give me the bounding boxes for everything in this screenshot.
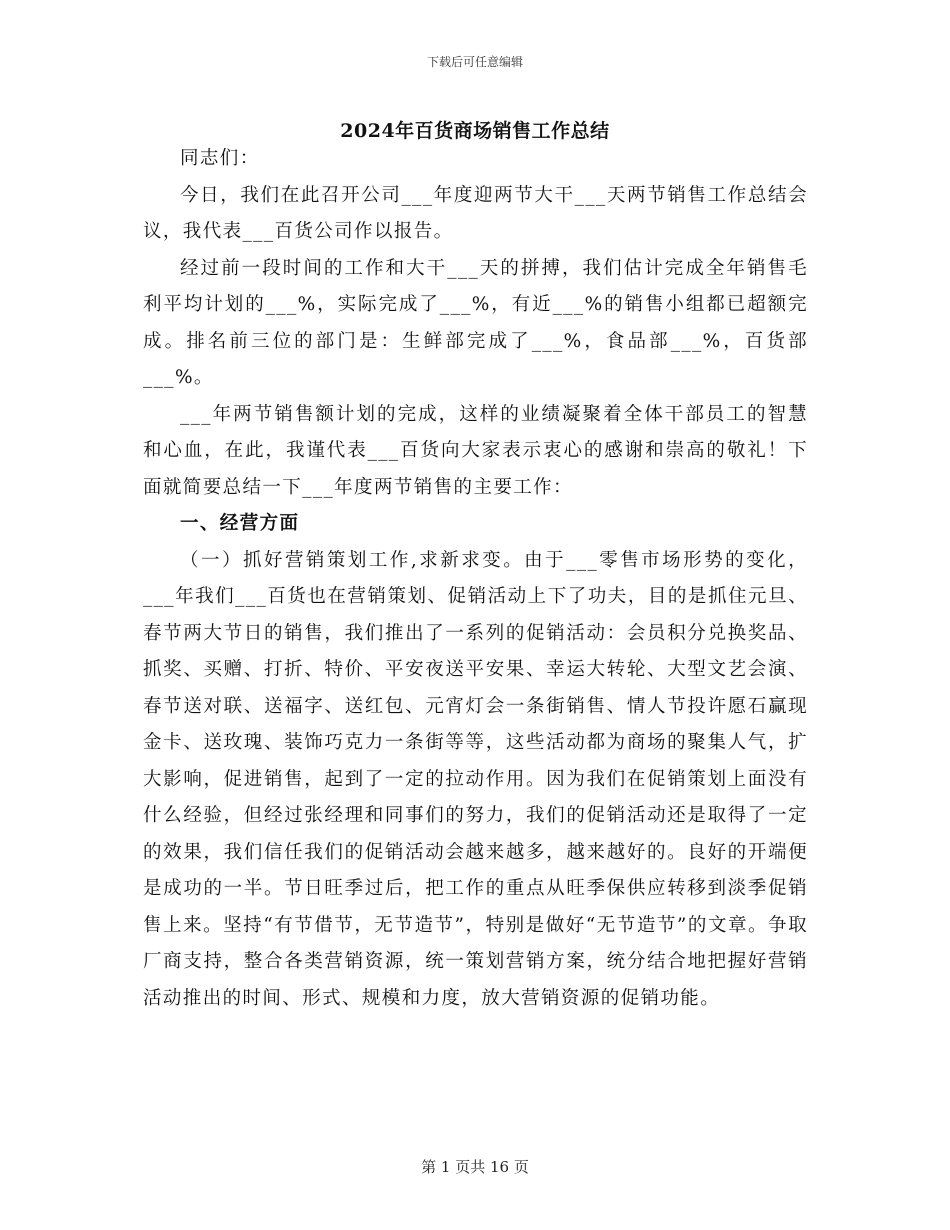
body-paragraph: 经过前一段时间的工作和大干___天的拼搏，我们估计完成全年销售毛利平均计划的___%，实际完成了___%，有近___%的销售小组都已超额完成。排名前三位的部门是：生鲜部完成了___%，食品部___%，百货部___%。 (143, 257, 808, 388)
section-paragraph: （一）抓好营销策划工作,求新求变。由于___零售市场形势的变化，___年我们___百货也在营销策划、促销活动上下了功夫，目的是抓住元旦、春节两大节日的销售，我们推出了一系列的促销活动：会员积分兑换奖品、抓奖、买赠、打折、特价、平安夜送平安果、幸运大转轮、大型文艺会演、春节送对联、送福字、送红包、元宵灯会一条街销售、情人节投许愿石赢现金卡、送玫瑰、装饰巧克力一条街等等，这些活动都为商场的聚集人气，扩大影响，促进销售，起到了一定的拉动作用。因为我们在促销策划上面没有什么经验，但经过张经理和同事们的努力，我们的促销活动还是取得了一定的效果，我们信任我们的促销活动会越来越多，越来越好的。良好的开端便是成功的一半。节日旺季过后，把工作的重点从旺季保供应转移到淡季促销售上来。坚持“有节借节，无节造节”，特别是做好“无节造节”的文章。争取厂商支持，整合各类营销资源，统一策划营销方案，统分结合地把握好营销活动推出的时间、形式、规模和力度，放大营销资源的促销功能。 (143, 549, 808, 1009)
document-body (143, 141, 808, 1017)
body-paragraph: 今日，我们在此召开公司___年度迎两节大干___天两节销售工作总结会议，我代表___百货公司作以报告。 (143, 184, 808, 242)
document-title: 2024年百货商场销售工作总结 (340, 120, 610, 142)
page-header-note: 下载后可任意编辑 (426, 55, 523, 69)
page-number-footer: 第 1 页共 16 页 (421, 1158, 529, 1176)
salutation-paragraph: 同志们： (180, 148, 260, 169)
section-heading: 一、经营方面 (180, 513, 300, 534)
body-paragraph: ___年两节销售额计划的完成，这样的业绩凝聚着全体干部员工的智慧和心血，在此，我谨代表___百货向大家表示衷心的感谢和崇高的敬礼！下面就简要总结一下___年度两节销售的主要工作： (143, 403, 808, 498)
